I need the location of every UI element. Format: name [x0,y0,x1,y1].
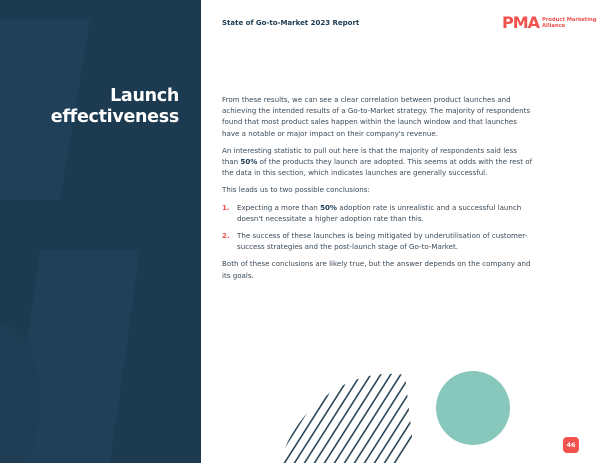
section-title-line2: effectiveness [50,107,179,127]
body-content [222,94,534,287]
paragraph-1: From these results, we can see a clear correlation between product launches and achieving the intended results of a Go-to-Market strategy. The majority of respondents found that most product sales happen within the launch window and that launches have a notable or major impact on their company's revenue. [222,95,531,138]
pma-logo [502,14,596,32]
list-item-1-text-a: Expecting a more than [237,202,321,212]
teal-circle [436,371,510,445]
conclusions-list [222,202,534,253]
page-number-badge [563,437,579,453]
report-title: State of Go-to-Market 2023 Report [222,19,360,27]
logo-mark: PMA [502,13,540,32]
paragraph-2-text-b: of the products they launch are adopted. This seems at odds with the rest of the data in this section, which indicates launches are generally successful. [222,157,533,178]
sidebar-decoration [0,0,201,463]
list-number: 2. [222,231,230,241]
hatch-lines [280,370,460,463]
decorative-graphic [280,370,520,463]
sidebar-panel [0,0,201,463]
section-title-line1: Launch [110,86,179,106]
list-item [222,230,534,252]
page-number: 46 [566,441,576,449]
section-title [51,86,179,128]
paragraph-3: This leads us to two possible conclusions: [222,185,370,195]
logo-text [542,17,596,29]
paragraph-2 [222,145,534,179]
list-item-1-text-b: adoption rate is unrealistic and a successful launch doesn't necessitate a higher adoption rate than this. [237,202,522,223]
paragraph-2-highlight: 50% [240,157,258,167]
list-number: 1. [222,202,230,212]
list-item-2-text: The success of these launches is being mitigated by underutilisation of customer-success strategies and the post-launch stage of Go-to-Market. [237,231,528,252]
paragraph-4: Both of these conclusions are likely true, but the answer depends on the company and its goals. [222,259,531,280]
list-item [222,202,534,224]
logo-text-line1: Product Marketing [542,17,597,23]
list-item-1-highlight: 50% [320,202,338,212]
paragraph-2-text-a: An interesting statistic to pull out here is that the majority of respondents said less than [222,145,517,167]
logo-text-line2: Alliance [542,23,566,29]
